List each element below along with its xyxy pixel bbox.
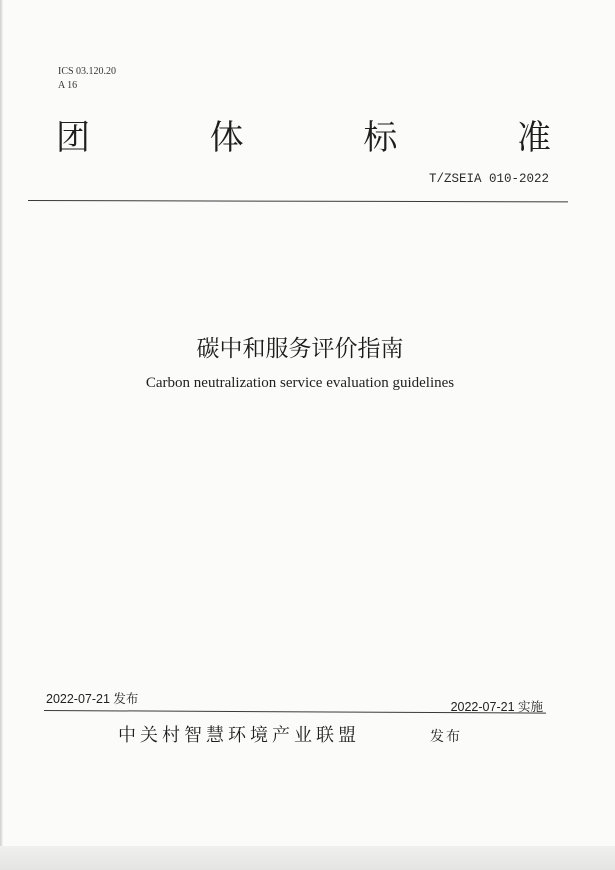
standard-type-header bbox=[56, 116, 551, 160]
title-chinese: 碳中和服务评价指南 bbox=[196, 336, 404, 362]
scan-edge-bottom bbox=[0, 846, 615, 870]
ics-code: ICS 03.120.20 bbox=[58, 66, 117, 77]
publish-label: 发布 bbox=[430, 729, 462, 745]
standard-code: T/ZSEIA 010-2022 bbox=[428, 172, 549, 186]
header-char-2: 体 bbox=[209, 118, 244, 158]
publisher-name: 中关村智慧环境产业联盟 bbox=[118, 725, 360, 746]
scan-edge-left bbox=[0, 0, 3, 870]
header-char-4: 准 bbox=[516, 118, 551, 158]
title-english: Carbon neutralization service evaluation guidelines bbox=[145, 375, 455, 391]
ccs-code: A 16 bbox=[58, 80, 78, 91]
implementation-date: 2022-07-21 实施 bbox=[450, 700, 543, 714]
issue-date: 2022-07-21 发布 bbox=[46, 692, 139, 706]
header-char-3: 标 bbox=[363, 118, 398, 158]
top-divider bbox=[28, 200, 568, 202]
header-char-1: 团 bbox=[56, 118, 90, 158]
